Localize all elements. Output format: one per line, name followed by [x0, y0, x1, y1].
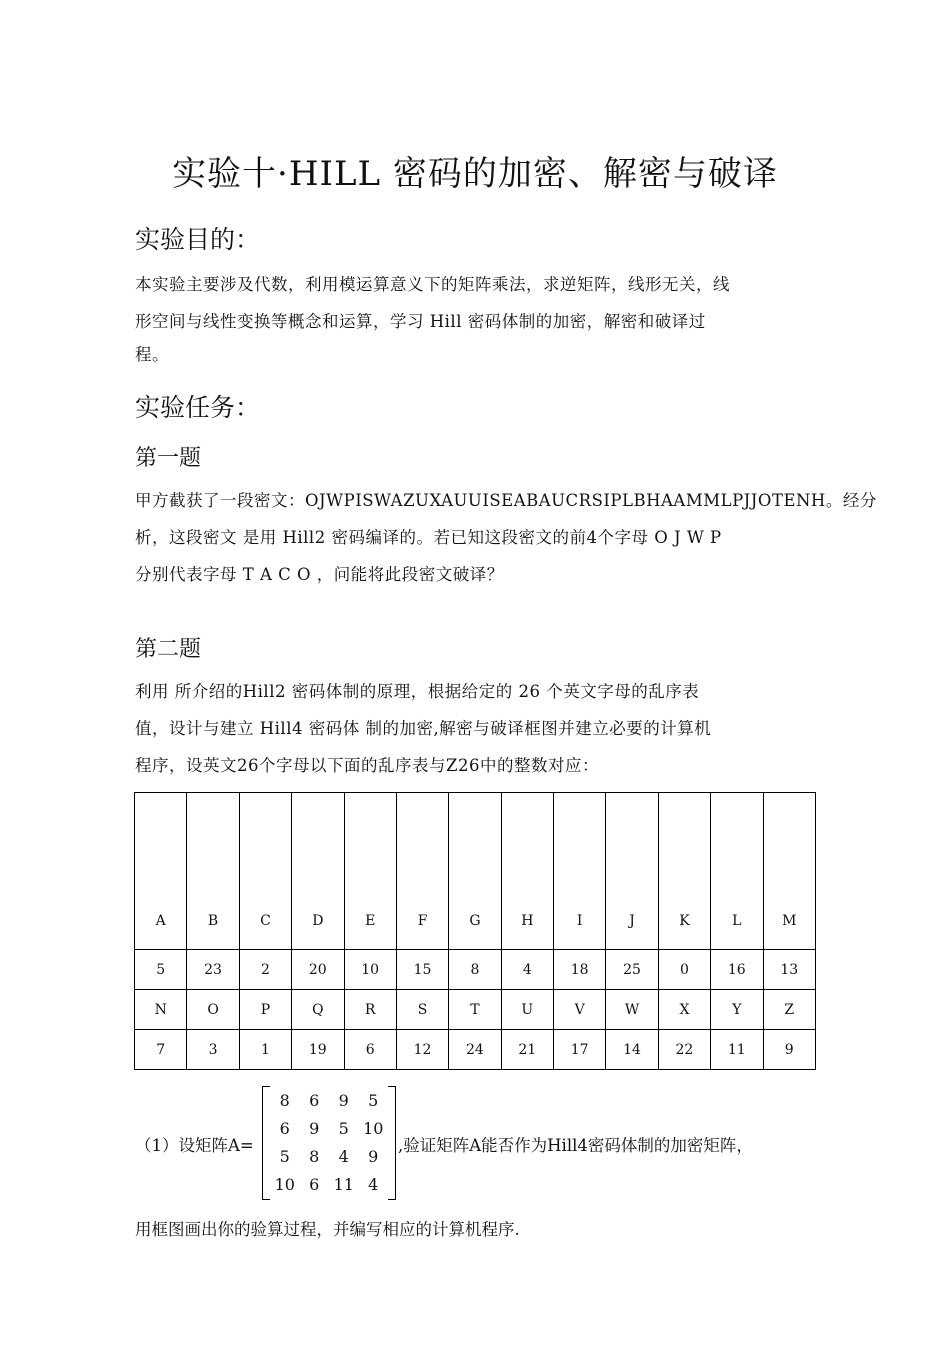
- matrix-a: [262, 1086, 396, 1198]
- value-cell: 19: [292, 1030, 344, 1070]
- value-cell: 13: [763, 950, 816, 990]
- letter-cell: V: [554, 990, 606, 1030]
- purpose-heading: 实验目的：: [135, 225, 261, 254]
- problem2-paragraph: [135, 673, 815, 784]
- problem1-heading: 第一题: [135, 446, 202, 471]
- problem1-line: 分别代表字母 T A C O ，问能将此段密文破译？: [135, 565, 504, 584]
- value-cell: 7: [135, 1030, 187, 1070]
- question1-last-line: 用框图画出你的验算过程，并编写相应的计算机程序.: [135, 1220, 520, 1239]
- letter-cell: G: [449, 793, 501, 950]
- letter-cell: E: [344, 793, 396, 950]
- value-cell: 10: [344, 950, 396, 990]
- value-cell: 12: [396, 1030, 448, 1070]
- matrix-entry: 6: [309, 1090, 320, 1110]
- value-cell: 5: [135, 950, 187, 990]
- matrix-left-bracket: [262, 1086, 270, 1200]
- letter-cell: L: [711, 793, 763, 950]
- matrix-entry: 10: [274, 1174, 295, 1194]
- letter-cell: W: [606, 990, 658, 1030]
- value-cell: 8: [449, 950, 501, 990]
- letter-cell: I: [554, 793, 606, 950]
- value-cell: 4: [501, 950, 553, 990]
- letter-cell: D: [292, 793, 344, 950]
- letter-cell: N: [135, 990, 187, 1030]
- problem1-line: 甲方截获了一段密文：OJWPISWAZUXAUUISEABAUCRSIPLBHAAMMLPJJOTENH。经分: [135, 491, 877, 510]
- value-cell: 6: [344, 1030, 396, 1070]
- value-cell: 2: [239, 950, 291, 990]
- table-row-values-1: [135, 950, 816, 990]
- matrix-entry: 6: [279, 1118, 290, 1138]
- matrix-entry: 9: [368, 1146, 379, 1166]
- matrix-entry: 10: [363, 1118, 384, 1138]
- letter-cell: Y: [711, 990, 763, 1030]
- letter-cell: U: [501, 990, 553, 1030]
- letter-cell: R: [344, 990, 396, 1030]
- value-cell: 17: [554, 1030, 606, 1070]
- value-cell: 24: [449, 1030, 501, 1070]
- problem2-heading: 第二题: [135, 637, 202, 662]
- value-cell: 11: [711, 1030, 763, 1070]
- letter-cell: P: [239, 990, 291, 1030]
- letter-cell: J: [606, 793, 658, 950]
- value-cell: 18: [554, 950, 606, 990]
- value-cell: 25: [606, 950, 658, 990]
- value-cell: 22: [658, 1030, 710, 1070]
- question1-suffix: ,验证矩阵A能否作为Hill4密码体制的加密矩阵，: [398, 1136, 753, 1155]
- matrix-entry: 4: [338, 1146, 349, 1166]
- table-row-letters-1: [135, 793, 816, 950]
- letter-cell: K: [658, 793, 710, 950]
- letter-cell: B: [187, 793, 239, 950]
- value-cell: 20: [292, 950, 344, 990]
- cipher-table: [134, 792, 816, 1070]
- letter-cell: Z: [763, 990, 816, 1030]
- value-cell: 9: [763, 1030, 816, 1070]
- problem2-line: 程序，设英文26个字母以下面的乱序表与Z26中的整数对应：: [135, 756, 599, 775]
- value-cell: 14: [606, 1030, 658, 1070]
- value-cell: 3: [187, 1030, 239, 1070]
- letter-cell: S: [396, 990, 448, 1030]
- purpose-line: 本实验主要涉及代数，利用模运算意义下的矩阵乘法，求逆矩阵，线形无关，线: [135, 275, 730, 294]
- matrix-entry: 8: [279, 1090, 290, 1110]
- matrix-entry: 5: [338, 1118, 349, 1138]
- value-cell: 21: [501, 1030, 553, 1070]
- matrix-entry: 5: [368, 1090, 379, 1110]
- purpose-line: 形空间与线性变换等概念和运算，学习 Hill 密码体制的加密，解密和破译过: [135, 312, 706, 331]
- letter-cell: C: [239, 793, 291, 950]
- matrix-entry: 8: [309, 1146, 320, 1166]
- value-cell: 1: [239, 1030, 291, 1070]
- matrix-entry: 9: [309, 1118, 320, 1138]
- problem1-paragraph: [135, 482, 877, 593]
- value-cell: 15: [396, 950, 448, 990]
- value-cell: 23: [187, 950, 239, 990]
- value-cell: 0: [658, 950, 710, 990]
- matrix-entry: 11: [333, 1174, 354, 1194]
- page-title: 实验十·HILL 密码的加密、解密与破译: [172, 154, 778, 194]
- matrix-entry: 5: [279, 1146, 290, 1166]
- matrix-entry: 9: [338, 1090, 349, 1110]
- matrix-entry: 6: [309, 1174, 320, 1194]
- letter-cell: X: [658, 990, 710, 1030]
- question1-prefix: （1）设矩阵A=: [135, 1136, 254, 1155]
- letter-cell: T: [449, 990, 501, 1030]
- value-cell: 16: [711, 950, 763, 990]
- purpose-line: 程。: [135, 345, 169, 364]
- problem2-line: 利用 所介绍的Hill2 密码体制的原理，根据给定的 26 个英文字母的乱序表: [135, 682, 700, 701]
- problem2-line: 值，设计与建立 Hill4 密码体 制的加密,解密与破译框图并建立必要的计算机: [135, 719, 712, 738]
- purpose-paragraph: [135, 266, 815, 370]
- letter-cell: H: [501, 793, 553, 950]
- problem1-line: 析，这段密文 是用 Hill2 密码编译的。若已知这段密文的前4个字母 O J W P: [135, 528, 722, 547]
- letter-cell: Q: [292, 990, 344, 1030]
- table-row-values-2: [135, 1030, 816, 1070]
- letter-cell: M: [763, 793, 816, 950]
- letter-cell: F: [396, 793, 448, 950]
- tasks-heading: 实验任务：: [135, 393, 261, 422]
- matrix-grid: [270, 1086, 388, 1198]
- matrix-right-bracket: [388, 1086, 396, 1200]
- letter-cell: O: [187, 990, 239, 1030]
- matrix-entry: 4: [368, 1174, 379, 1194]
- letter-cell: A: [135, 793, 187, 950]
- table-row-letters-2: [135, 990, 816, 1030]
